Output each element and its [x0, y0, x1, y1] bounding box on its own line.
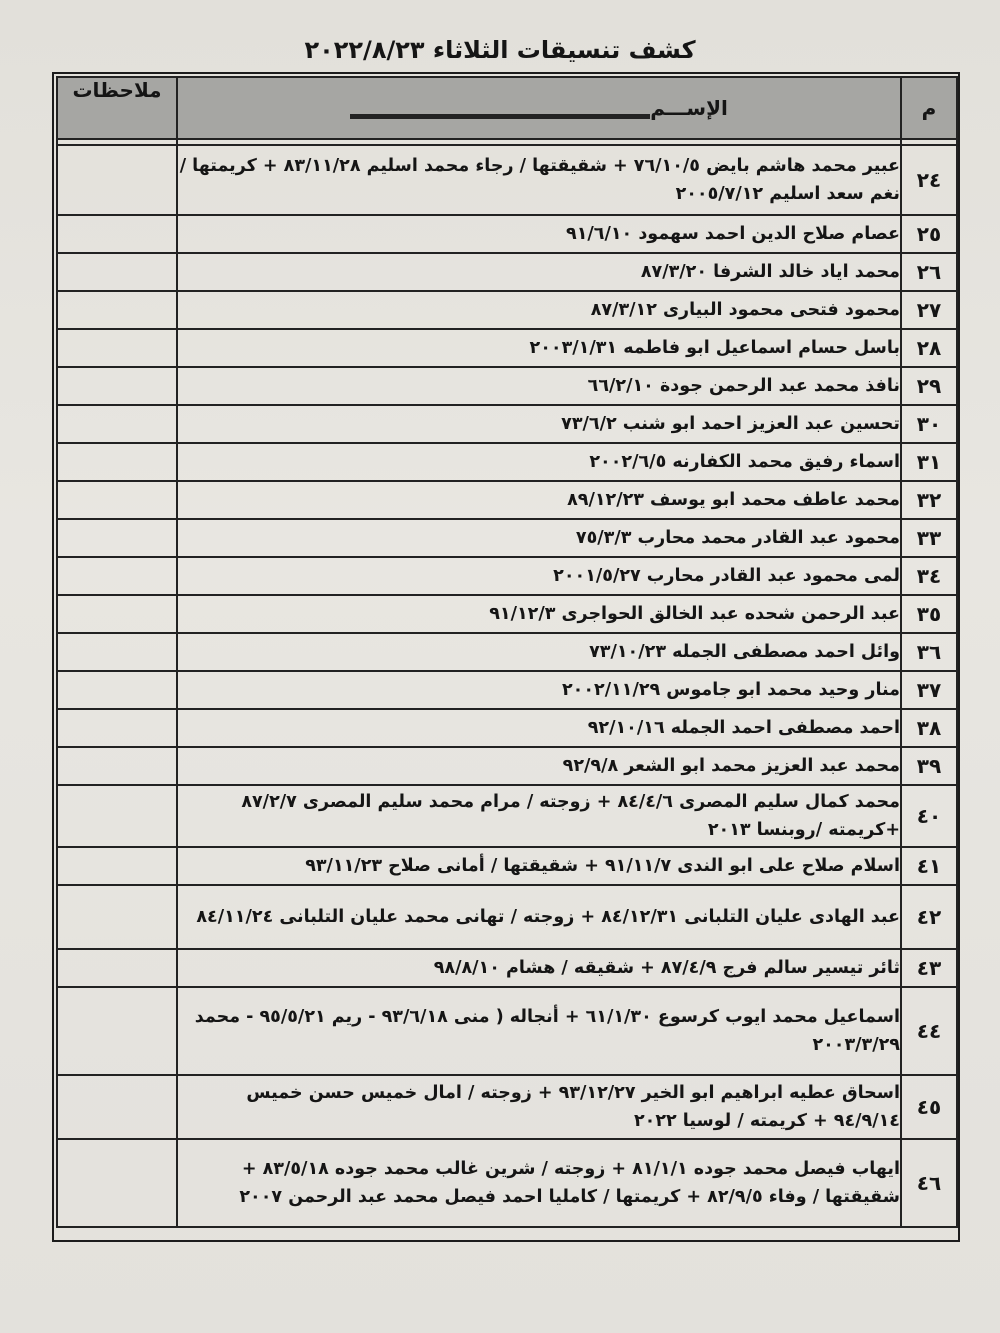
table-row — [57, 367, 957, 405]
table-row — [57, 847, 957, 885]
row-name: محمد عبد العزيز محمد ابو الشعر ٩٢/٩/٨ — [177, 747, 901, 785]
row-name: اسماء رفيق محمد الكفارنه ٢٠٠٢/٦/٥ — [177, 443, 901, 481]
row-number: ٣٩ — [901, 747, 957, 785]
name-header-label: الإســـم — [650, 96, 728, 120]
row-number: ٣٢ — [901, 481, 957, 519]
table-row — [57, 405, 957, 443]
name-header-underline — [350, 114, 650, 119]
row-number: ٢٧ — [901, 291, 957, 329]
table-row — [57, 329, 957, 367]
page-title: كشف تنسيقات الثلاثاء ٢٠٢٢/٨/٢٣ — [304, 36, 696, 64]
table-row — [57, 709, 957, 747]
row-notes — [57, 633, 177, 671]
table-row — [57, 671, 957, 709]
row-name: وائل احمد مصطفى الجمله ٧٣/١٠/٢٣ — [177, 633, 901, 671]
table-body — [57, 145, 957, 1227]
row-notes — [57, 671, 177, 709]
row-notes — [57, 215, 177, 253]
table-row — [57, 949, 957, 987]
row-number: ٢٩ — [901, 367, 957, 405]
row-number: ٣٥ — [901, 595, 957, 633]
row-name: محمود فتحى محمود البيارى ٨٧/٣/١٢ — [177, 291, 901, 329]
row-notes — [57, 443, 177, 481]
row-notes — [57, 481, 177, 519]
row-name: عبد الرحمن شحده عبد الخالق الحواجرى ٩١/١٢/٣ — [177, 595, 901, 633]
row-number: ٣١ — [901, 443, 957, 481]
row-name: عصام صلاح الدين احمد سهمود ٩١/٦/١٠ — [177, 215, 901, 253]
table-row — [57, 215, 957, 253]
row-name: اسماعيل محمد ايوب كرسوع ٦١/١/٣٠ + أنجاله ( منى ٩٣/٦/١٨ - ريم ٩٥/٥/٢١ - محمد ٢٠٠٣/٣/٢٩ — [177, 987, 901, 1075]
row-notes — [57, 709, 177, 747]
row-number: ٤٤ — [901, 987, 957, 1075]
row-name: اسحاق عطيه ابراهيم ابو الخير ٩٣/١٢/٢٧ + زوجته / امال خميس حسن خميس ٩٤/٩/١٤ + كريمته / لوسيا ٢٠٢٢ — [177, 1075, 901, 1139]
table-row — [57, 145, 957, 215]
table-row — [57, 747, 957, 785]
row-name: محمد كمال سليم المصرى ٨٤/٤/٦ + زوجته / مرام محمد سليم المصرى ٨٧/٢/٧ +كريمته /روبنسا ٢٠١٣ — [177, 785, 901, 847]
table-row — [57, 1139, 957, 1227]
table-row — [57, 987, 957, 1075]
row-name: تحسين عبد العزيز احمد ابو شنب ٧٣/٦/٢ — [177, 405, 901, 443]
row-name: ثائر تيسير سالم فرج ٨٧/٤/٩ + شقيقه / هشام ٩٨/٨/١٠ — [177, 949, 901, 987]
row-name: ايهاب فيصل محمد جوده ٨١/١/١ + زوجته / شرين غالب محمد جوده ٨٣/٥/١٨ + شقيقتها / وفاء ٨٢/٩/٥ + كريمتها / كامليا احمد فيصل محمد عبد الرحمن ٢٠٠٧ — [177, 1139, 901, 1227]
row-notes — [57, 253, 177, 291]
row-notes — [57, 329, 177, 367]
row-notes — [57, 291, 177, 329]
names-table — [56, 76, 958, 1228]
row-notes — [57, 595, 177, 633]
row-name: عبير محمد هاشم بايض ٧٦/١٠/٥ + شقيقتها / رجاء محمد اسليم ٨٣/١١/٢٨ + كريمتها / نغم سعد اسليم ٢٠٠٥/٧/١٢ — [177, 145, 901, 215]
row-notes — [57, 519, 177, 557]
table-row — [57, 785, 957, 847]
row-notes — [57, 1075, 177, 1139]
table-row — [57, 519, 957, 557]
row-number: ٣٤ — [901, 557, 957, 595]
row-notes — [57, 145, 177, 215]
row-name: احمد مصطفى احمد الجمله ٩٢/١٠/١٦ — [177, 709, 901, 747]
table-row — [57, 291, 957, 329]
table-row — [57, 595, 957, 633]
row-notes — [57, 949, 177, 987]
row-number: ٣٠ — [901, 405, 957, 443]
row-number: ٢٥ — [901, 215, 957, 253]
header-row — [57, 77, 957, 139]
row-number: ٤١ — [901, 847, 957, 885]
row-notes — [57, 785, 177, 847]
row-number: ٢٦ — [901, 253, 957, 291]
table-row — [57, 253, 957, 291]
table-row — [57, 885, 957, 949]
number-column-header: م — [901, 77, 957, 139]
row-number: ٤٠ — [901, 785, 957, 847]
row-notes — [57, 987, 177, 1075]
row-number: ٤٢ — [901, 885, 957, 949]
row-name: منار وحيد محمد ابو جاموس ٢٠٠٢/١١/٢٩ — [177, 671, 901, 709]
row-number: ٢٨ — [901, 329, 957, 367]
row-number: ٤٣ — [901, 949, 957, 987]
row-name: نافذ محمد عبد الرحمن جودة ٦٦/٢/١٠ — [177, 367, 901, 405]
row-name: باسل حسام اسماعيل ابو فاطمه ٢٠٠٣/١/٣١ — [177, 329, 901, 367]
row-notes — [57, 405, 177, 443]
table-row — [57, 557, 957, 595]
row-number: ٣٣ — [901, 519, 957, 557]
row-name: اسلام صلاح على ابو الندى ٩١/١١/٧ + شقيقتها / أمانى صلاح ٩٣/١١/٢٣ — [177, 847, 901, 885]
table-row — [57, 443, 957, 481]
row-notes — [57, 557, 177, 595]
row-number: ٣٦ — [901, 633, 957, 671]
notes-column-header: ملاحظات — [57, 77, 177, 139]
table-row — [57, 481, 957, 519]
row-notes — [57, 367, 177, 405]
row-name: محمود عبد القادر محمد محارب ٧٥/٣/٣ — [177, 519, 901, 557]
row-name: عبد الهادى عليان التلبانى ٨٤/١٢/٣١ + زوجته / تهانى محمد عليان التلبانى ٨٤/١١/٢٤ — [177, 885, 901, 949]
row-notes — [57, 885, 177, 949]
row-number: ٢٤ — [901, 145, 957, 215]
row-notes — [57, 847, 177, 885]
name-column-header — [177, 77, 901, 139]
row-name: لمى محمود عبد القادر محارب ٢٠٠١/٥/٢٧ — [177, 557, 901, 595]
row-name: محمد عاطف محمد ابو يوسف ٨٩/١٢/٢٣ — [177, 481, 901, 519]
row-number: ٣٧ — [901, 671, 957, 709]
table-row — [57, 633, 957, 671]
row-number: ٤٦ — [901, 1139, 957, 1227]
row-notes — [57, 1139, 177, 1227]
row-number: ٤٥ — [901, 1075, 957, 1139]
row-number: ٣٨ — [901, 709, 957, 747]
row-name: محمد اياد خالد الشرفا ٨٧/٣/٢٠ — [177, 253, 901, 291]
row-notes — [57, 747, 177, 785]
table-row — [57, 1075, 957, 1139]
